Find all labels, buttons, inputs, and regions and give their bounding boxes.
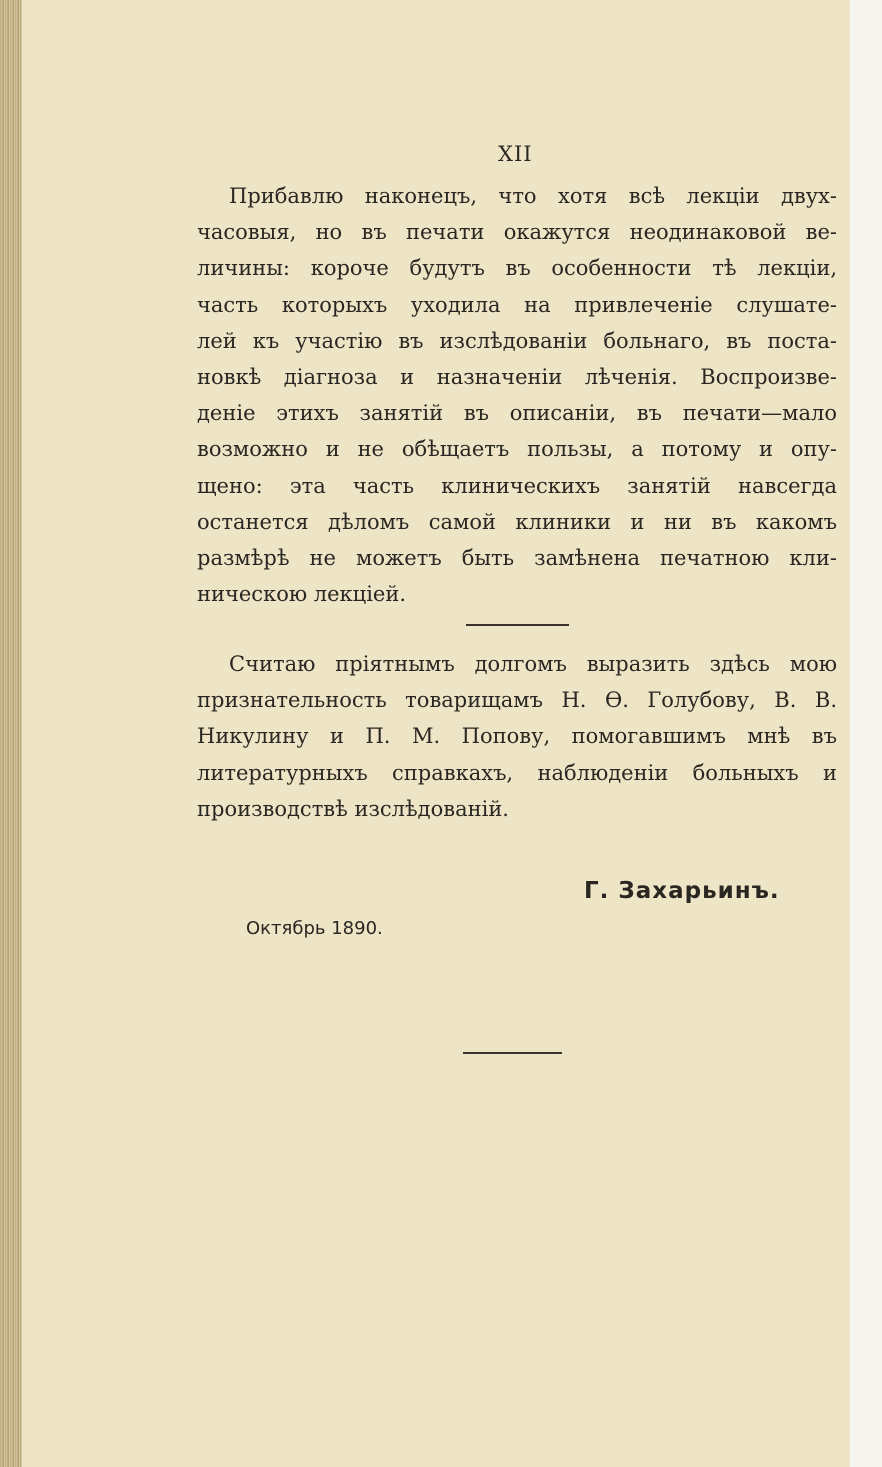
section-divider [466,624,569,626]
paragraph-line: возможно и не обѣщаетъ пользы, а потому и опу- [197,437,837,462]
date-line: Октябрь 1890. [246,918,383,939]
paragraph-line: лей къ участію въ изслѣдованіи больнаго, въ поста- [197,328,837,353]
paragraph-2 [197,646,837,827]
paragraph-line: останется дѣломъ самой клиники и ни въ какомъ [197,509,837,534]
paragraph-line: ническою лекціей. [197,582,407,607]
paragraph-line: Прибавлю наконецъ, что хотя всѣ лекціи двух- [229,184,837,208]
paragraph-line: новкѣ діагноза и назначеніи лѣченія. Воспроизве- [197,365,837,390]
paragraph-line: литературныхъ справкахъ, наблюденіи больныхъ и [197,760,837,785]
paragraph-line: размѣрѣ не можетъ быть замѣнена печатною кли- [197,546,837,571]
author-signature: Г. Захарьинъ. [584,878,780,904]
paragraph-line: щено: эта часть клиническихъ занятій навсегда [197,473,837,498]
paragraph-line: Считаю пріятнымъ долгомъ выразить здѣсь мою [229,652,837,676]
paragraph-1 [197,178,837,612]
paragraph-line: Никулину и П. М. Попову, помогавшимъ мнѣ въ [197,724,837,749]
closing-divider [463,1052,562,1054]
paragraph-line: производствѣ изслѣдованій. [197,796,509,821]
page-number: XII [498,142,533,166]
paragraph-line: деніе этихъ занятій въ описаніи, въ печати—мало [197,401,837,426]
book-page-edges [0,0,22,1467]
scan-margin [850,0,882,1467]
paragraph-line: признательность товарищамъ Н. Ѳ. Голубову, В. В. [197,688,837,713]
paragraph-line: часть которыхъ уходила на привлеченіе слушате- [197,292,837,317]
paragraph-line: часовыя, но въ печати окажутся неодинаковой ве- [197,220,837,245]
paragraph-line: личины: короче будутъ въ особенности тѣ лекціи, [197,256,837,281]
